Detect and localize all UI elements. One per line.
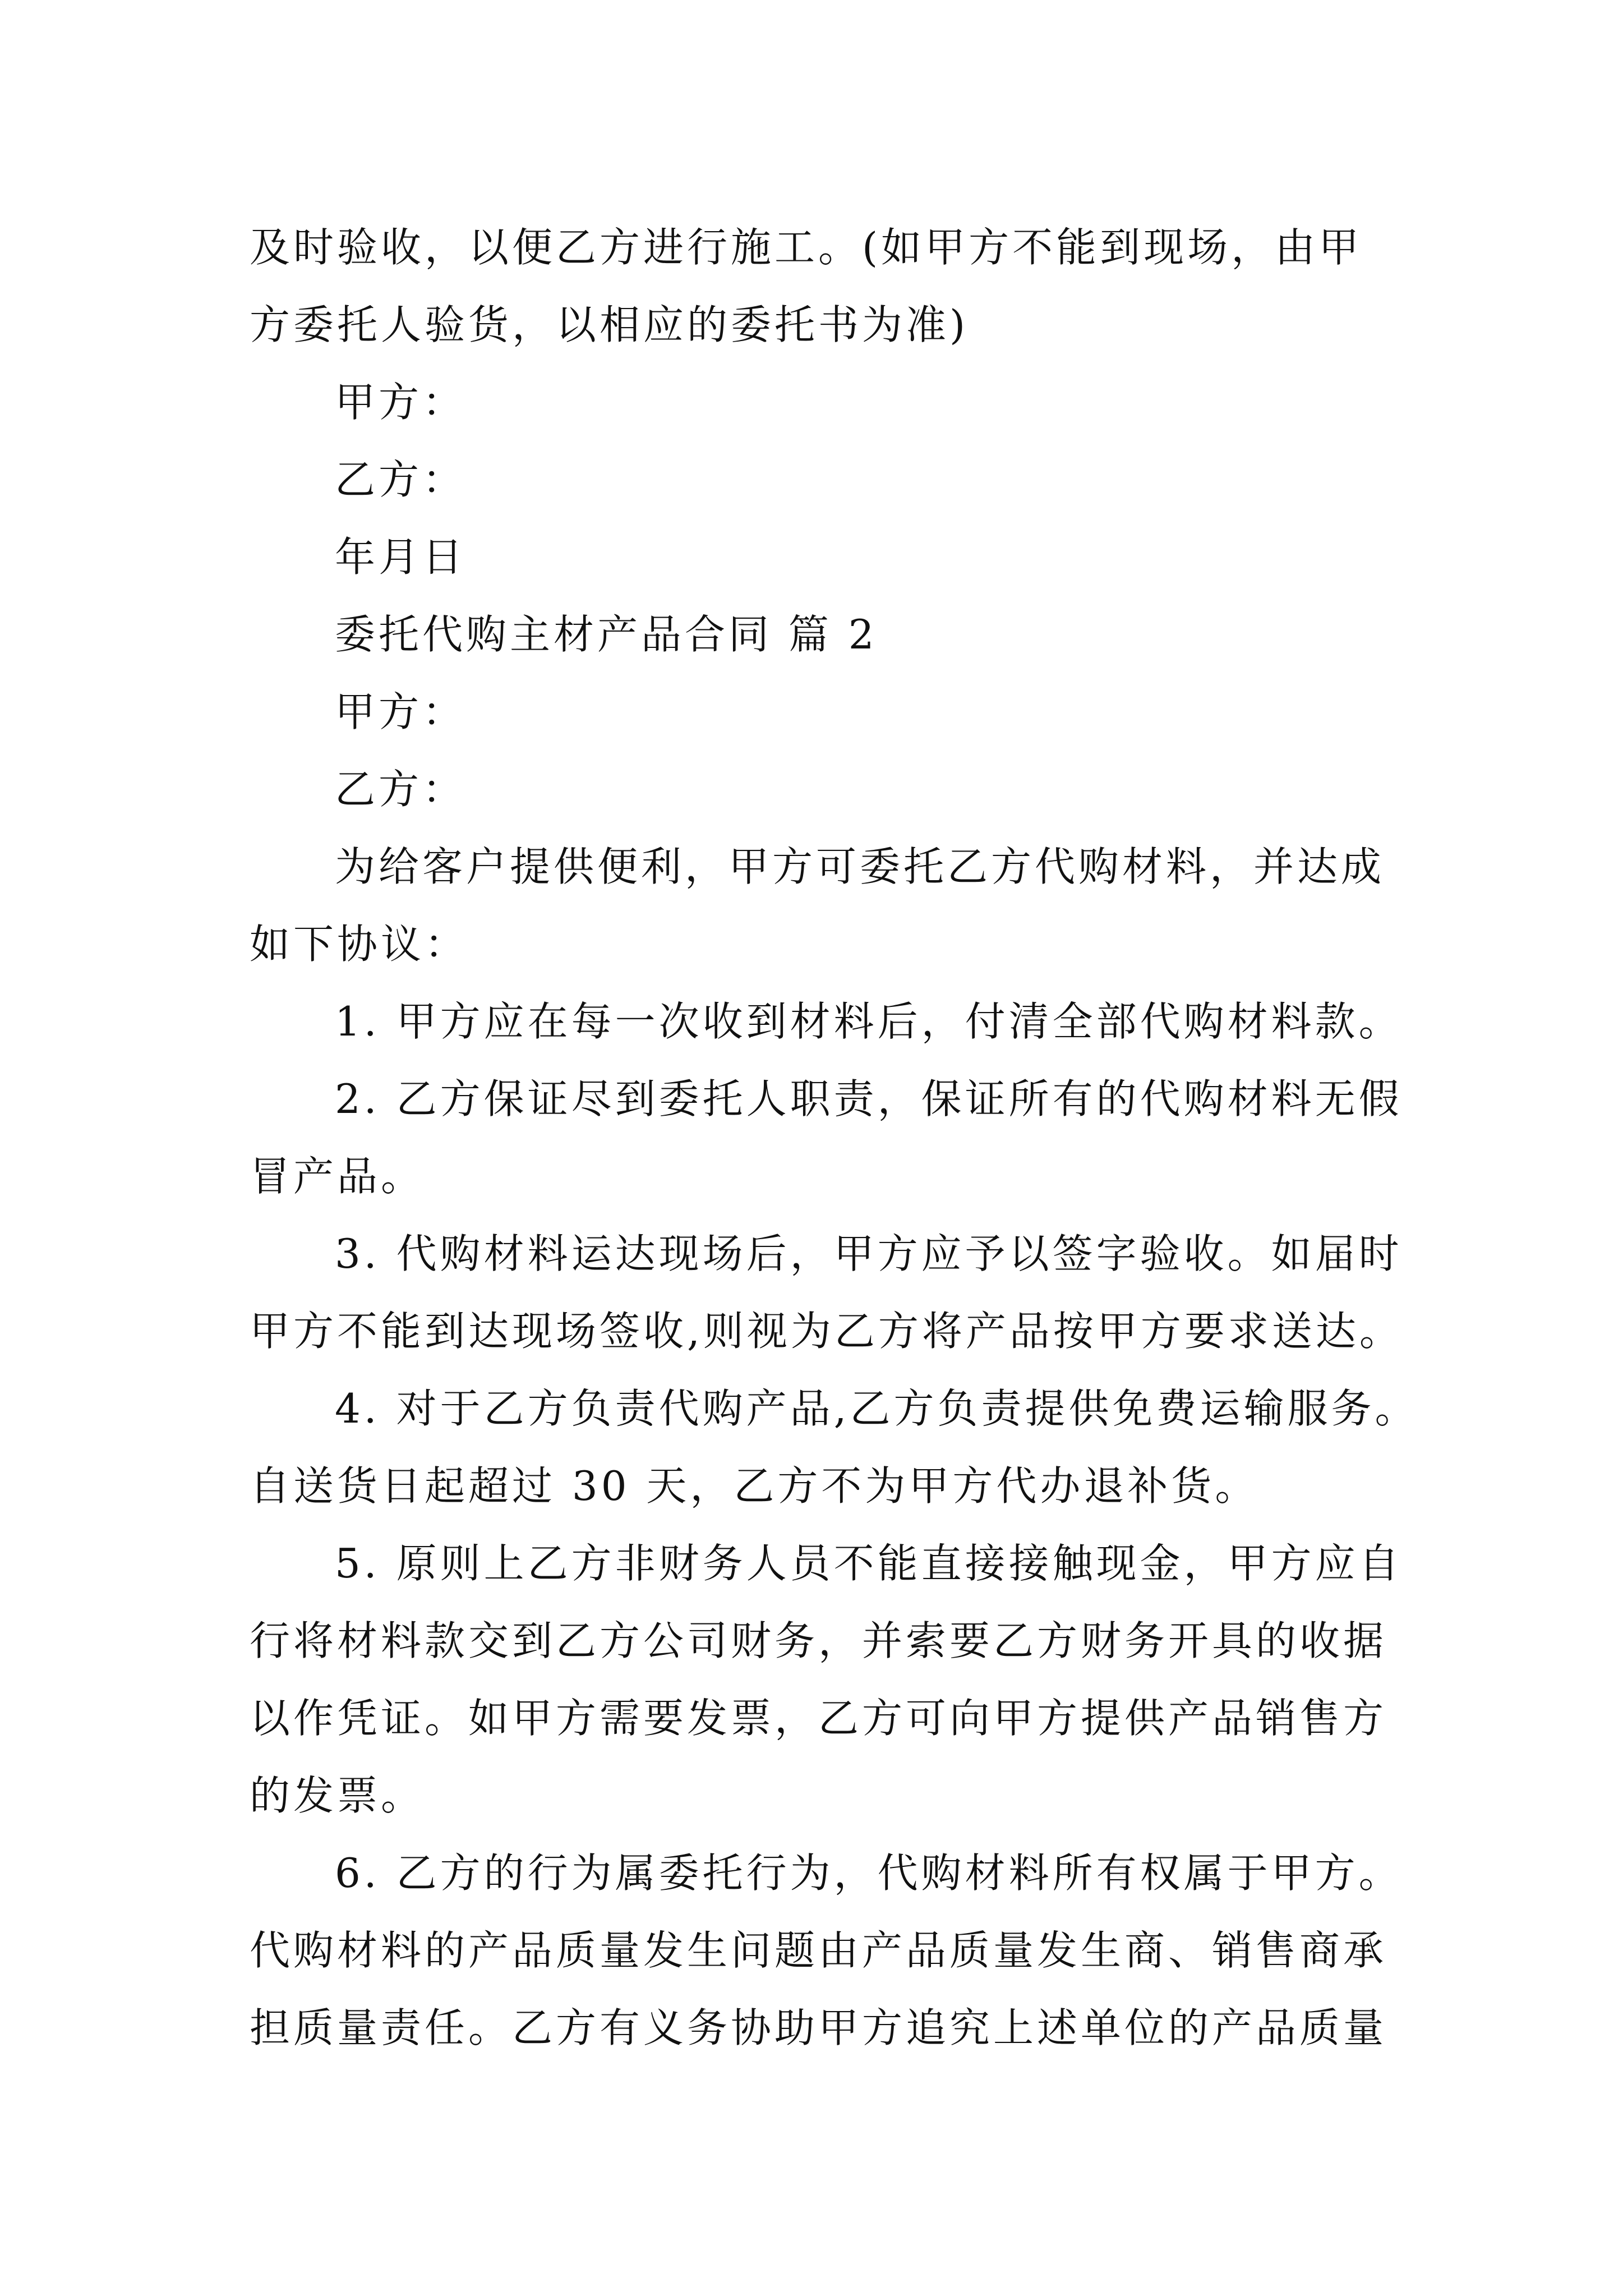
paragraph-line: 方委托人验货，以相应的委托书为准) xyxy=(250,301,969,348)
party-a-label: 甲方： xyxy=(335,379,467,426)
document-body xyxy=(250,209,1419,2067)
clause-5-line: 以作凭证。如甲方需要发票，乙方可向甲方提供产品销售方 xyxy=(250,1695,1387,1742)
clause-3-line: 3. 代购材料运达现场后，甲方应予以签字验收。如届时 xyxy=(335,1230,1403,1277)
clause-5-line: 行将材料款交到乙方公司财务，并索要乙方财务开具的收据 xyxy=(250,1617,1387,1664)
paragraph-line: 如下协议： xyxy=(250,921,469,968)
paragraph-line: 为给客户提供便利，甲方可委托乙方代购材料，并达成 xyxy=(335,843,1385,890)
clause-2-line: 2. 乙方保证尽到委托人职责，保证所有的代购材料无假 xyxy=(335,1075,1403,1122)
clause-4-line: 4. 对于乙方负责代购产品,乙方负责提供免费运输服务。 xyxy=(335,1385,1419,1432)
clause-5-line: 的发票。 xyxy=(250,1772,425,1819)
party-b-label: 乙方： xyxy=(335,456,467,503)
clause-1-line: 1. 甲方应在每一次收到材料后，付清全部代购材料款。 xyxy=(335,998,1403,1045)
clause-6-line: 担质量责任。乙方有义务协助甲方追究上述单位的产品质量 xyxy=(250,2004,1387,2051)
clause-5-line: 5. 原则上乙方非财务人员不能直接接触现金，甲方应自 xyxy=(335,1540,1403,1587)
date-label: 年月日 xyxy=(335,533,467,581)
clause-6-line: 6. 乙方的行为属委托行为，代购材料所有权属于甲方。 xyxy=(335,1849,1403,1897)
clause-6-line: 代购材料的产品质量发生问题由产品质量发生商、销售商承 xyxy=(250,1927,1387,1974)
paragraph-line: 及时验收，以便乙方进行施工。(如甲方不能到现场，由甲 xyxy=(250,224,1363,271)
clause-2-line: 冒产品。 xyxy=(250,1153,425,1200)
party-b-label: 乙方： xyxy=(335,766,467,813)
party-a-label: 甲方： xyxy=(335,688,467,735)
clause-3-line: 甲方不能到达现场签收,则视为乙方将产品按甲方要求送达。 xyxy=(250,1308,1403,1355)
contract-title: 委托代购主材产品合同 篇 2 xyxy=(335,611,878,658)
clause-4-line: 自送货日起超过 30 天，乙方不为甲方代办退补货。 xyxy=(250,1462,1259,1510)
